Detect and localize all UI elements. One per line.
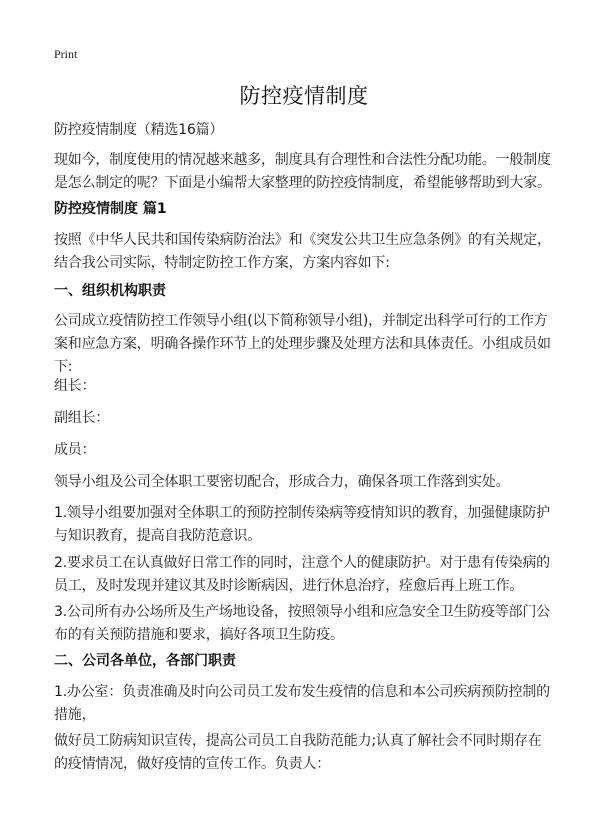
- section2-item1: 1.办公室：负责准确及时向公司员工发布发生疫情的信息和本公司疾病预防控制的措施，: [54, 684, 550, 723]
- section1-heading: 一、组织机构职责: [54, 283, 166, 299]
- section1-paragraph1: 公司成立疫情防控工作领导小组(以下简称领导小组)，并制定出科学可行的工作方案和应急方案，明确各操作环节上的处理步骤及处理方法和具体责任。小组成员如下:: [54, 313, 551, 375]
- deputy-leader-label: 副组长：: [54, 410, 110, 426]
- members-label: 成员：: [54, 442, 96, 458]
- intro-paragraph: 现如今，制度使用的情况越来越多，制度具有合理性和合法性分配功能。一般制度是怎么制定的呢？下面是小编帮大家整理的防控疫情制度，希望能够帮助到大家。: [54, 152, 551, 191]
- leader-label: 组长：: [54, 378, 96, 394]
- page-title: 防控疫情制度: [239, 84, 369, 108]
- article-heading: 防控疫情制度 篇1: [54, 201, 167, 217]
- document-subtitle: 防控疫情制度（精选16篇）: [54, 122, 224, 138]
- article-intro-paragraph: 按照《中华人民共和国传染病防治法》和《突发公共卫生应急条例》的有关规定，结合我公司实际，特制定防控工作方案，方案内容如下:: [54, 232, 551, 271]
- section1-item2: 2.要求员工在认真做好日常工作的同时，注意个人的健康防护。对于患有传染病的员工，及时发现并建议其及时诊断病因，进行休息治疗，痊愈后再上班工作。: [54, 555, 550, 594]
- section1-paragraph2: 领导小组及公司全体职工要密切配合，形成合力，确保各项工作落到实处。: [54, 474, 510, 490]
- section1-item1: 1.领导小组要加强对全体职工的预防控制传染病等疫情知识的教育，加强健康防护与知识教育，提高自我防范意识。: [54, 505, 550, 544]
- section2-paragraph1: 做好员工防病知识宣传，提高公司员工自我防范能力;认真了解社会不同时期存在的疫情情况，做好疫情的宣传工作。负责人：: [54, 733, 542, 772]
- print-link[interactable]: Print: [54, 47, 78, 61]
- section1-item3: 3.公司所有办公场所及生产场地设备，按照领导小组和应急安全卫生防疫等部门公布的有关预防措施和要求，搞好各项卫生防疫。: [54, 604, 550, 643]
- section2-heading: 二、公司各单位，各部门职责: [54, 653, 236, 669]
